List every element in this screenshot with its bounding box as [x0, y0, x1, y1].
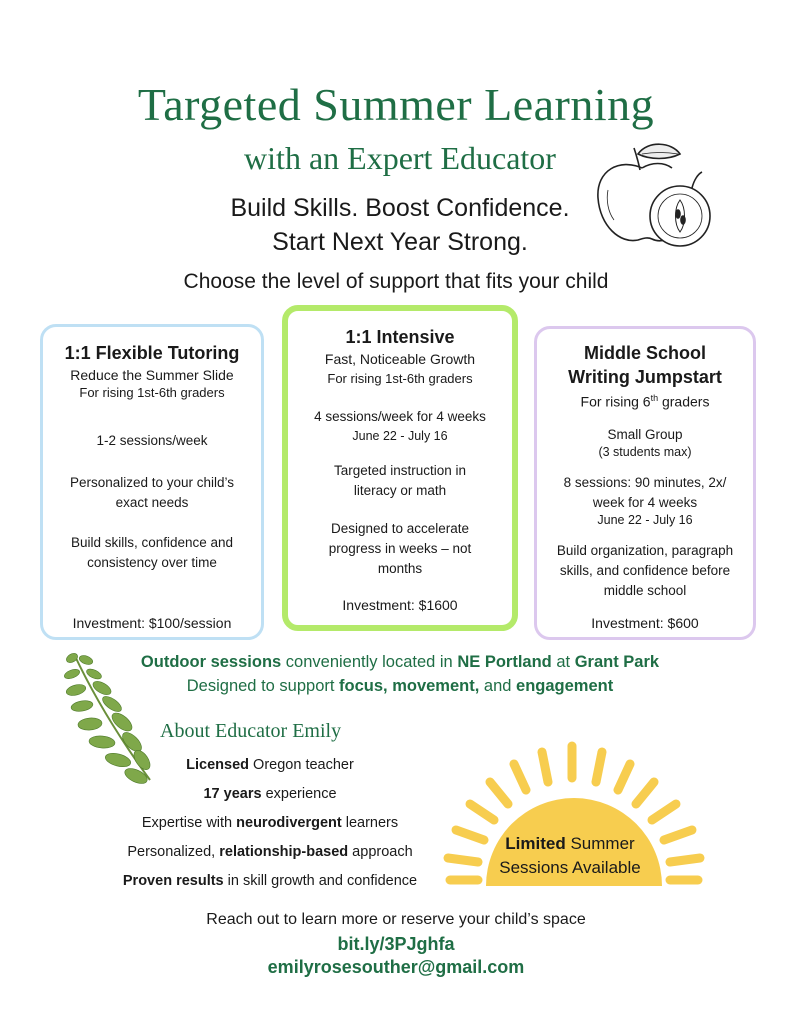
about-heading: About Educator Emily [160, 720, 342, 742]
about-item-licensed: Licensed Oregon teacher [186, 757, 354, 773]
card-title: 1:1 Intensive [345, 327, 455, 347]
card-investment: Investment: $100/session [72, 615, 232, 631]
about-item-expertise: Expertise with neurodivergent learners [141, 815, 399, 831]
card-investment: Investment: $1600 [342, 597, 458, 613]
about-item-approach: Personalized, relationship-based approach [127, 844, 413, 860]
card-grades: For rising 1st-6th graders [327, 371, 473, 386]
card-flexible-tutoring [40, 324, 264, 640]
card-targeted: Targeted instruction in literacy or math [333, 463, 467, 498]
page-subtitle: with an Expert Educator [244, 140, 556, 176]
apple-illustration [590, 140, 720, 250]
card-intensive [282, 305, 518, 631]
limited-sessions-line-2: Sessions Available [499, 858, 641, 877]
card-sessions: 1-2 sessions/week [96, 433, 208, 448]
about-item-experience: 17 years experience [203, 786, 337, 802]
choose-heading: Choose the level of support that fits your child [183, 270, 609, 293]
card-build-skills: Build skills, confidence and consistency over time [70, 535, 234, 570]
page-title: Targeted Summer Learning [137, 79, 655, 130]
card-title-line-1: Middle School [583, 343, 706, 363]
card-personalized: Personalized to your child’s exact needs [69, 475, 235, 510]
outdoor-location-line: Outdoor sessions conveniently located in NE Portland at Grant Park [140, 653, 660, 671]
card-writing-jumpstart [534, 326, 756, 640]
tagline-line-1: Build Skills. Boost Confidence. [230, 194, 570, 222]
card-title-line-2: Writing Jumpstart [568, 367, 722, 387]
card-grades: For rising 1st-6th graders [79, 385, 225, 400]
card-subtitle: Fast, Noticeable Growth [324, 351, 476, 367]
card-grades: For rising 6th graders [580, 393, 710, 410]
card-group-note: (3 students max) [598, 445, 692, 459]
card-build-organization: Build organization, paragraph skills, and confidence before middle school [556, 543, 734, 598]
card-group: Small Group [607, 427, 683, 442]
card-investment: Investment: $600 [591, 615, 699, 631]
card-dates: June 22 - July 16 [352, 429, 448, 443]
card-dates: June 22 - July 16 [597, 513, 693, 527]
card-subtitle: Reduce the Summer Slide [70, 367, 234, 383]
outdoor-focus-line: Designed to support focus, movement, and engagement [186, 677, 614, 695]
contact-prompt: Reach out to learn more or reserve your child’s space [206, 911, 586, 928]
card-sessions: 8 sessions: 90 minutes, 2x/ week for 4 weeks [563, 475, 727, 510]
contact-link[interactable]: bit.ly/3PJghfa [337, 934, 455, 954]
limited-sessions-line-1: Limited Summer [505, 834, 635, 853]
card-sessions: 4 sessions/week for 4 weeks [314, 409, 486, 424]
about-item-results: Proven results in skill growth and confidence [122, 873, 418, 889]
card-title: 1:1 Flexible Tutoring [64, 343, 240, 363]
tagline-line-2: Start Next Year Strong. [272, 228, 528, 256]
card-accelerate: Designed to accelerate progress in weeks – not months [328, 521, 472, 576]
contact-email[interactable]: emilyrosesouther@gmail.com [267, 957, 525, 977]
